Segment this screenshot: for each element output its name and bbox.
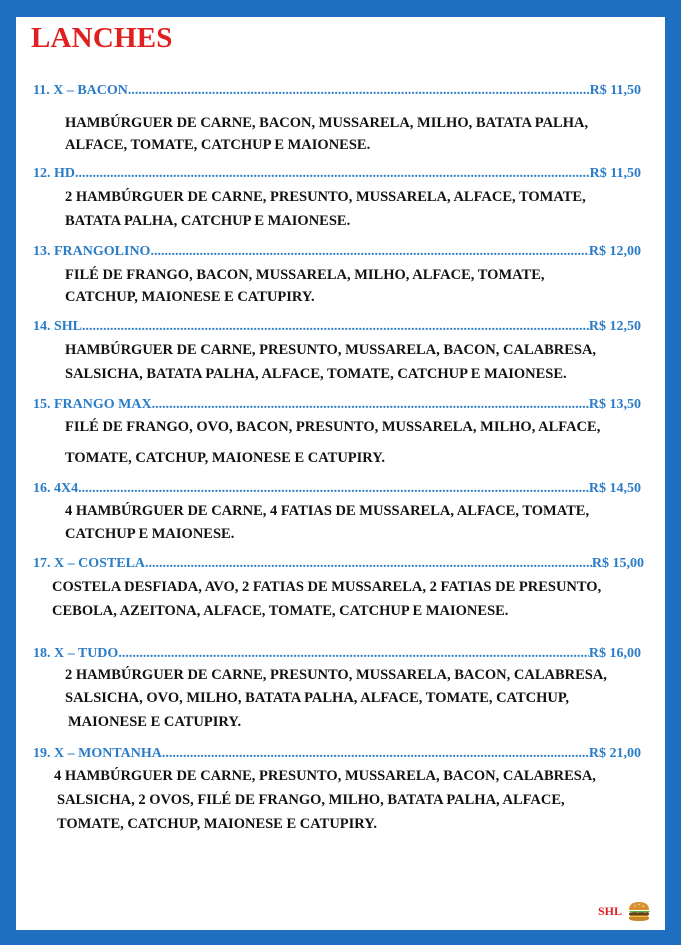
dot-leader — [82, 318, 589, 336]
item-header-frango-max — [33, 396, 641, 414]
item-description-line: COSTELA DESFIADA, AVO, 2 FATIAS DE MUSSARELA, 2 FATIAS DE PRESUNTO, — [52, 579, 602, 595]
item-name: 16. 4X4 — [33, 481, 79, 496]
item-price: R$ 12,00 — [588, 244, 641, 259]
item-description-line: 4 HAMBÚRGUER DE CARNE, PRESUNTO, MUSSARELA, BACON, CALABRESA, — [54, 768, 596, 784]
item-price: R$ 13,50 — [588, 397, 641, 412]
dot-leader — [152, 396, 589, 414]
dot-leader — [128, 82, 590, 100]
dot-leader — [75, 165, 590, 183]
item-description-line: TOMATE, CATCHUP, MAIONESE E CATUPIRY. — [57, 816, 378, 832]
item-header-x-montanha — [33, 745, 641, 763]
item-header-hd — [33, 165, 641, 183]
brand-logo — [598, 900, 652, 922]
item-price: R$ 11,50 — [589, 166, 641, 181]
item-description-line: TOMATE, CATCHUP, MAIONESE E CATUPIRY. — [65, 450, 386, 466]
item-name: 15. FRANGO MAX — [33, 397, 152, 412]
item-description-line: SALSICHA, 2 OVOS, FILÉ DE FRANGO, MILHO, BATATA PALHA, ALFACE, — [57, 792, 565, 808]
item-header-frangolino — [33, 243, 641, 261]
item-description-line: SALSICHA, OVO, MILHO, BATATA PALHA, ALFACE, TOMATE, CATCHUP, — [65, 690, 570, 706]
item-description-line: CATCHUP, MAIONESE E CATUPIRY. — [65, 289, 315, 305]
item-description-line: 2 HAMBÚRGUER DE CARNE, PRESUNTO, MUSSARELA, ALFACE, TOMATE, — [65, 189, 586, 205]
item-name: 11. X – BACON — [33, 83, 128, 98]
item-price: R$ 16,00 — [588, 646, 641, 661]
menu-title: LANCHES — [31, 22, 173, 54]
item-header-x-bacon — [33, 82, 641, 100]
item-description-line: ALFACE, TOMATE, CATCHUP E MAIONESE. — [65, 137, 371, 153]
item-header-x-tudo — [33, 645, 641, 663]
item-description-line: FILÉ DE FRANGO, BACON, MUSSARELA, MILHO, ALFACE, TOMATE, — [65, 267, 545, 283]
item-name: 17. X – COSTELA — [33, 556, 146, 571]
item-description-line: BATATA PALHA, CATCHUP E MAIONESE. — [65, 213, 351, 229]
item-header-4x4 — [33, 480, 641, 498]
item-price: R$ 14,50 — [588, 481, 641, 496]
item-price: R$ 21,00 — [588, 746, 641, 761]
item-header-shl — [33, 318, 641, 336]
dot-leader — [145, 555, 592, 573]
item-description-line: 2 HAMBÚRGUER DE CARNE, PRESUNTO, MUSSARELA, BACON, CALABRESA, — [65, 667, 607, 683]
item-price: R$ 15,00 — [591, 556, 644, 571]
item-description-line: HAMBÚRGUER DE CARNE, PRESUNTO, MUSSARELA, BACON, CALABRESA, — [65, 342, 597, 358]
dot-leader — [150, 243, 588, 261]
item-description-line: MAIONESE E CATUPIRY. — [68, 714, 242, 730]
item-name: 14. SHL — [33, 319, 83, 334]
burger-icon — [626, 900, 652, 922]
item-description-line: CEBOLA, AZEITONA, ALFACE, TOMATE, CATCHUP E MAIONESE. — [52, 603, 509, 619]
item-header-x-costela — [33, 555, 644, 573]
item-description-line: FILÉ DE FRANGO, OVO, BACON, PRESUNTO, MUSSARELA, MILHO, ALFACE, — [65, 419, 601, 435]
item-name: 18. X – TUDO — [33, 646, 119, 661]
item-name: 13. FRANGOLINO — [33, 244, 151, 259]
brand-name: SHL — [598, 903, 623, 918]
dot-leader — [162, 745, 589, 763]
item-name: 12. HD — [33, 166, 75, 181]
item-description-line: SALSICHA, BATATA PALHA, ALFACE, TOMATE, CATCHUP E MAIONESE. — [65, 366, 567, 382]
dot-leader — [118, 645, 589, 663]
dot-leader — [78, 480, 589, 498]
item-description-line: CATCHUP E MAIONESE. — [65, 526, 235, 542]
item-price: R$ 12,50 — [588, 319, 641, 334]
item-name: 19. X – MONTANHA — [33, 746, 162, 761]
item-description-line: HAMBÚRGUER DE CARNE, BACON, MUSSARELA, MILHO, BATATA PALHA, — [65, 115, 589, 131]
item-price: R$ 11,50 — [589, 83, 641, 98]
item-description-line: 4 HAMBÚRGUER DE CARNE, 4 FATIAS DE MUSSARELA, ALFACE, TOMATE, — [65, 503, 590, 519]
